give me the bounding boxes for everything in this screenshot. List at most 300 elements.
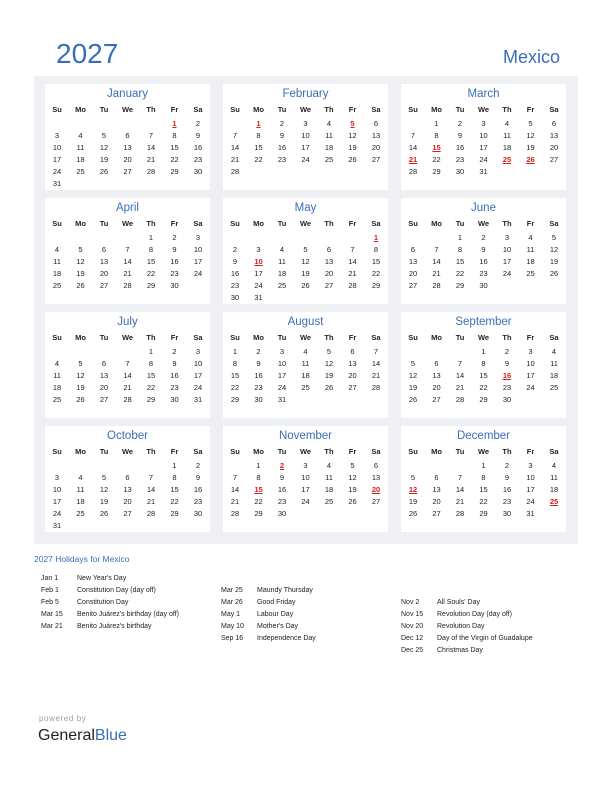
calendar-day: 14 [432,257,441,266]
calendar-day: 26 [99,167,109,176]
calendar-day: 12 [324,359,334,368]
weekday-header: Th [502,219,512,228]
calendar-day: 19 [408,497,418,506]
calendar-day: 21 [230,155,240,164]
calendar-day: 27 [324,281,334,290]
calendar-day: 23 [502,497,512,506]
calendar-day: 7 [457,473,463,482]
calendar-day: 27 [408,281,418,290]
calendar-day: 11 [76,143,85,152]
calendar-day: 11 [53,371,61,380]
calendar-day: 25 [277,281,287,290]
calendar-day: 11 [301,359,310,368]
month-name: July [117,316,138,328]
calendar-day: 2 [256,347,261,356]
calendar-day: 16 [502,485,512,494]
calendar-day: 10 [193,245,203,254]
calendar-day: 24 [277,383,287,392]
calendar-day: 31 [52,179,62,188]
calendar-day: 29 [146,281,156,290]
calendar-day: 12 [549,245,559,254]
weekday-header: Su [408,333,418,342]
weekday-header: Mo [75,219,86,228]
calendar-day: 29 [432,167,441,176]
holiday-entry [221,585,316,597]
calendar-day: 16 [170,257,179,266]
calendar-day: 15 [230,371,240,380]
holiday-name: Revolution Day (day off) [437,611,512,618]
calendar-day: 6 [434,473,439,482]
calendar-day: 1 [481,347,486,356]
month-name: October [107,430,148,442]
holiday-name: Benito Juárez's birthday [77,623,152,630]
calendar-day: 7 [373,347,379,356]
calendar-day: 27 [432,395,441,404]
calendar-day: 7 [148,473,154,482]
weekday-header: Mo [431,333,442,342]
calendar-day: 15 [146,371,156,380]
holiday-date: Sep 16 [221,635,244,642]
holiday-entry [401,621,533,633]
calendar-day: 5 [101,473,107,482]
calendar-day: 4 [528,233,533,242]
calendar-day: 17 [479,143,488,152]
holiday-entry [221,621,316,633]
calendar-day: 17 [193,371,203,380]
weekday-header: Mo [431,219,442,228]
holiday-entry [221,597,316,609]
weekday-header: Th [146,333,156,342]
calendar-day: 1 [148,347,154,356]
calendar-day: 9 [279,473,285,482]
weekday-header: Sa [371,219,381,228]
calendar-day: 3 [504,233,510,242]
calendar-day: 24 [52,167,62,176]
month-april [45,198,210,304]
powered-by-label: powered by [39,714,87,723]
calendar-day: 2 [232,245,238,254]
calendar-day: 6 [551,119,557,128]
calendar-day: 18 [324,143,334,152]
calendar-day: 30 [455,167,465,176]
calendar-day: 18 [324,485,334,494]
calendar-day: 12 [348,131,357,140]
calendar-day: 7 [457,359,463,368]
calendar-day: 17 [301,485,310,494]
weekday-header: Th [146,447,156,456]
calendar-day: 21 [455,497,465,506]
calendar-day: 20 [99,383,109,392]
calendar-day: 2 [172,233,177,242]
calendar-day: 8 [232,359,238,368]
calendar-day: 10 [502,245,512,254]
calendar-day: 9 [172,359,177,368]
calendar-day: 22 [455,269,465,278]
calendar-day: 8 [481,359,486,368]
calendar-day: 14 [371,359,381,368]
holiday-day: 15 [432,143,441,152]
calendar-day: 30 [193,509,203,518]
calendar-day: 29 [455,281,465,290]
weekday-header: Fr [526,333,535,342]
calendar-day: 29 [254,509,263,518]
calendar-day: 22 [479,497,488,506]
calendar-day: 9 [232,257,238,266]
calendar-day: 7 [148,131,154,140]
calendar-day: 1 [434,119,439,128]
holiday-date: May 1 [221,611,241,618]
holiday-day: 25 [549,497,559,506]
calendar-day: 21 [371,371,381,380]
calendar-day: 23 [277,155,287,164]
calendar-day: 5 [78,245,83,254]
weekday-header: We [121,447,134,456]
calendar-day: 20 [432,383,441,392]
calendar-day: 18 [301,371,310,380]
calendar-day: 5 [410,473,416,482]
calendar-day: 9 [504,359,510,368]
calendar-day: 14 [455,485,465,494]
calendar-day: 21 [146,497,156,506]
calendar-day: 15 [371,257,381,266]
calendar-day: 24 [301,497,310,506]
calendar-day: 11 [278,257,286,266]
weekday-header: We [477,333,490,342]
weekday-header: Mo [253,219,264,228]
calendar-day: 13 [99,371,109,380]
month-name: February [282,88,329,100]
holiday-date: Mar 25 [221,587,243,594]
calendar-day: 28 [123,395,132,404]
calendar-day: 6 [350,347,355,356]
calendar-day: 22 [170,497,179,506]
calendar-day: 23 [479,269,488,278]
calendar-day: 13 [371,473,381,482]
calendar-day: 12 [408,371,418,380]
calendar-day: 24 [52,509,62,518]
holiday-name: Revolution Day [437,623,485,630]
calendar-day: 13 [432,371,441,380]
holiday-day: 10 [254,257,263,266]
calendar-day: 17 [52,497,62,506]
calendar-day: 18 [526,257,535,266]
calendar-day: 18 [502,143,512,152]
calendar-day: 3 [256,245,261,254]
calendar-day: 19 [99,155,109,164]
month-july [45,312,210,418]
calendar-day: 24 [526,497,535,506]
weekday-header: Fr [170,219,179,228]
calendar-day: 2 [195,461,201,470]
generalblue-logo[interactable] [38,727,127,745]
calendar-day: 28 [455,395,465,404]
calendar-day: 3 [195,347,201,356]
holiday-day: 21 [408,155,418,164]
calendar-day: 25 [549,383,559,392]
calendar-day: 10 [52,485,62,494]
calendar-day: 3 [195,233,201,242]
weekday-header: Su [408,105,418,114]
calendar-day: 27 [123,167,132,176]
calendar-day: 29 [230,395,240,404]
calendar-day: 3 [481,119,486,128]
calendar-day: 8 [457,245,463,254]
calendar-day: 3 [303,119,308,128]
calendar-day: 18 [52,269,62,278]
calendar-day: 27 [348,383,357,392]
calendar-day: 25 [324,497,334,506]
month-february [223,84,388,190]
calendar-day: 15 [254,143,263,152]
weekday-header: Th [502,105,512,114]
calendar-day: 28 [348,281,357,290]
calendar-day: 6 [101,245,107,254]
weekday-header: Th [502,333,512,342]
holiday-name: Constitution Day [77,599,129,606]
calendar-day: 20 [99,269,109,278]
calendar-day: 22 [146,383,156,392]
calendar-day: 13 [324,257,334,266]
calendar-day: 4 [54,359,60,368]
calendar-day: 18 [549,371,559,380]
weekday-header: We [477,447,490,456]
calendar-day: 5 [78,359,83,368]
weekday-header: Mo [431,447,442,456]
calendar-day: 11 [503,131,511,140]
calendar-day: 8 [148,245,154,254]
weekday-header: Sa [549,105,559,114]
weekday-header: Su [230,447,240,456]
weekday-header: Sa [371,447,381,456]
calendar-day: 19 [99,497,109,506]
calendar-day: 17 [193,257,203,266]
calendar-day: 19 [408,383,418,392]
calendar-day: 19 [301,269,310,278]
calendar-day: 25 [526,269,535,278]
holiday-name: Maundy Thursday [257,587,313,594]
weekday-header: Mo [431,105,442,114]
weekday-header: Fr [348,333,357,342]
calendar-day: 10 [193,359,203,368]
calendar-day: 5 [528,119,533,128]
calendar-day: 21 [123,383,132,392]
calendar-day: 2 [504,461,510,470]
calendar-day: 25 [324,155,334,164]
calendar-day: 28 [146,167,156,176]
calendar-day: 15 [146,257,156,266]
calendar-day: 27 [549,155,559,164]
calendar-day: 31 [479,167,488,176]
calendar-day: 17 [254,269,263,278]
calendar-day: 10 [526,473,535,482]
holiday-entry [41,573,179,585]
calendar-day: 10 [301,473,310,482]
calendar-day: 13 [123,143,132,152]
calendar-day: 27 [432,509,441,518]
holidays-title: 2027 Holidays for Mexico [34,554,130,564]
calendar-day: 13 [99,257,109,266]
calendar-day: 16 [254,371,263,380]
calendar-day: 23 [170,269,179,278]
calendar-day: 18 [549,485,559,494]
weekday-header: Mo [253,105,264,114]
calendar-day: 9 [481,245,486,254]
weekday-header: Tu [455,105,465,114]
weekday-header: Sa [371,333,381,342]
weekday-header: Su [52,447,62,456]
calendar-day: 12 [99,485,109,494]
holiday-day: 12 [408,485,418,494]
weekday-header: Sa [193,447,203,456]
holiday-entry [41,585,179,597]
calendar-day: 11 [325,473,333,482]
calendar-day: 24 [193,269,203,278]
month-name: January [107,88,148,100]
calendar-day: 20 [348,371,357,380]
calendar-day: 21 [230,497,240,506]
weekday-header: Tu [277,219,287,228]
calendar-day: 9 [172,245,177,254]
weekday-header: We [121,333,134,342]
weekday-header: We [299,105,312,114]
holiday-day: 1 [373,233,379,242]
month-january [45,84,210,190]
calendar-day: 7 [125,359,130,368]
calendar-day: 5 [350,461,355,470]
calendar-day: 15 [479,371,488,380]
month-september [401,312,566,418]
calendar-day: 2 [279,119,285,128]
calendar-day: 3 [303,461,308,470]
calendar-day: 22 [371,269,381,278]
calendar-day: 25 [301,383,310,392]
calendar-day: 24 [479,155,488,164]
brand-general: General [38,727,95,744]
calendar-day: 8 [148,359,154,368]
brand-blue: Blue [94,727,127,744]
weekday-header: We [477,219,490,228]
holiday-day: 15 [254,485,263,494]
holiday-entry [41,621,179,633]
calendar-day: 11 [550,473,558,482]
calendar-day: 21 [432,269,441,278]
calendar-day: 25 [52,281,62,290]
calendar-day: 31 [52,521,62,530]
calendar-day: 10 [52,143,62,152]
weekday-header: Tu [99,105,109,114]
calendar-day: 4 [78,473,83,482]
calendar-day: 13 [348,359,357,368]
holiday-date: Dec 25 [401,647,424,654]
calendar-day: 21 [123,269,132,278]
month-august [223,312,388,418]
calendar-day: 13 [408,257,418,266]
weekday-header: Su [230,105,240,114]
holiday-date: Mar 26 [221,599,243,606]
month-name: June [471,202,496,214]
calendar-day: 28 [432,281,441,290]
calendar-day: 23 [455,155,465,164]
calendar-day: 12 [76,257,85,266]
calendar-day: 24 [301,155,310,164]
calendar-day: 20 [432,497,441,506]
holiday-day: 20 [371,485,381,494]
month-october [45,426,210,532]
calendar-day: 3 [54,131,60,140]
calendar-day: 6 [125,473,130,482]
calendar-day: 26 [301,281,310,290]
calendar-day: 7 [410,131,416,140]
calendar-day: 27 [123,509,132,518]
calendar-day: 2 [481,233,486,242]
calendar-day: 26 [99,509,109,518]
calendar-day: 18 [76,497,85,506]
calendar-grid [34,76,578,544]
holiday-name: Constitution Day (day off) [77,587,156,594]
calendar-day: 5 [101,131,107,140]
calendar-day: 14 [230,143,240,152]
calendar-day: 6 [101,359,107,368]
weekday-header: Sa [549,447,559,456]
calendar-day: 26 [76,395,85,404]
calendar-day: 23 [254,383,263,392]
calendar-day: 1 [172,461,177,470]
calendar-day: 5 [326,347,332,356]
weekday-header: Th [146,105,156,114]
calendar-day: 9 [504,473,510,482]
holiday-date: Feb 1 [41,587,59,594]
holiday-entry [41,609,179,621]
calendar-day: 26 [348,155,357,164]
weekday-header: Tu [455,219,465,228]
calendar-day: 4 [551,347,557,356]
calendar-day: 20 [371,143,381,152]
weekday-header: We [121,219,134,228]
calendar-day: 18 [76,155,85,164]
calendar-day: 29 [479,395,488,404]
calendar-day: 12 [301,257,310,266]
weekday-header: Su [52,105,62,114]
weekday-header: Fr [526,447,535,456]
calendar-day: 1 [481,461,486,470]
calendar-day: 27 [99,281,109,290]
holiday-day: 26 [526,155,535,164]
month-name: April [115,202,139,214]
weekday-header: Fr [170,105,179,114]
holiday-column-2 [221,585,316,645]
calendar-day: 4 [326,119,332,128]
calendar-day: 7 [232,131,238,140]
calendar-day: 15 [479,485,488,494]
weekday-header: Fr [170,447,179,456]
weekday-header: Su [230,333,240,342]
calendar-day: 10 [479,131,488,140]
calendar-day: 22 [479,383,488,392]
calendar-day: 29 [146,395,156,404]
calendar-day: 11 [53,257,61,266]
holiday-name: Good Friday [257,599,296,606]
calendar-day: 23 [230,281,240,290]
holiday-name: Labour Day [257,611,294,618]
calendar-day: 17 [526,485,535,494]
weekday-header: Mo [253,447,264,456]
holiday-name: All Souls' Day [437,599,480,606]
calendar-day: 7 [434,245,439,254]
calendar-day: 14 [348,257,357,266]
month-name: August [287,316,324,328]
weekday-header: Sa [549,333,559,342]
calendar-day: 27 [371,155,381,164]
